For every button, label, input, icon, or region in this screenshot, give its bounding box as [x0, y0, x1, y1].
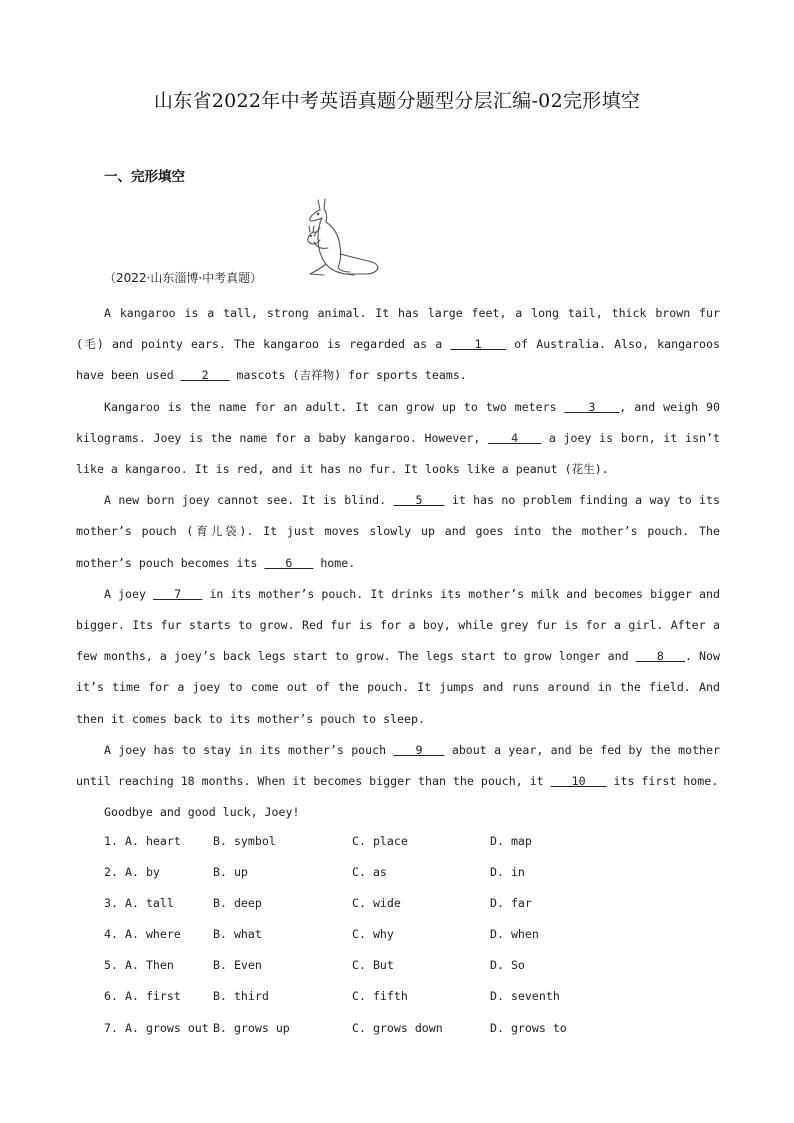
passage-paragraph — [76, 579, 720, 735]
option-b: B. Even — [213, 958, 262, 973]
option-b: B. what — [213, 927, 262, 942]
question-number: 6. — [104, 989, 118, 1004]
question-number: 7. — [104, 1020, 118, 1035]
option-a: A. first — [125, 989, 181, 1004]
option-row — [104, 983, 704, 1014]
passage-text: about a year, and be fed by the mother until reaching 18 months. When it becomes bigger than the pouch, it — [76, 742, 720, 789]
answer-blank: 7 — [153, 586, 203, 601]
passage-paragraph — [76, 485, 720, 579]
option-row — [104, 921, 704, 952]
question-source: （2022·山东淄博·中考真题） — [104, 271, 263, 285]
option-d: D. seventh — [490, 989, 560, 1004]
passage — [76, 298, 720, 828]
kangaroo-illustration — [296, 196, 382, 282]
question-number: 4. — [104, 927, 118, 942]
passage-text: home. — [313, 555, 356, 570]
passage-text: in its mother’s pouch. It drinks its mother’s milk and becomes bigger and bigger. Its fur starts to grow. Red fur is for a boy, while grey fur is for a girl. After a few months, a joey’s back legs start to grow. The legs start to grow longer and — [76, 586, 720, 664]
option-d: D. grows to — [490, 1020, 567, 1035]
passage-paragraph — [76, 392, 720, 486]
option-row — [104, 1015, 704, 1046]
answer-blank: 6 — [264, 555, 314, 570]
question-number: 1. — [104, 834, 118, 848]
option-b: B. deep — [213, 896, 262, 911]
option-row — [104, 952, 704, 983]
passage-text: of Australia. Also, kangaroos have been used — [76, 337, 720, 383]
option-c: C. fifth — [352, 989, 408, 1004]
option-b: B. symbol — [213, 834, 276, 848]
option-c: C. But — [352, 958, 394, 973]
option-row — [104, 859, 704, 890]
option-d: D. when — [490, 927, 539, 942]
page-title: 山东省2022年中考英语真题分题型分层汇编-02完形填空 — [153, 90, 641, 112]
passage-text: A joey — [104, 586, 154, 601]
option-row — [104, 828, 704, 859]
question-number: 3. — [104, 896, 118, 911]
passage-paragraph — [76, 298, 720, 392]
option-c: C. grows down — [352, 1020, 443, 1035]
answer-blank: 9 — [393, 742, 445, 757]
option-d: D. map — [490, 834, 532, 848]
passage-text: . Now it’s time for a joey to come out of the pouch. It jumps and runs around in the field. And then it comes back to its mother’s pouch to sleep. — [76, 649, 720, 726]
option-d: D. in — [490, 865, 525, 880]
option-a: A. grows out — [125, 1020, 209, 1035]
passage-text: Kangaroo is the name for an adult. It can grow up to two meters — [104, 399, 565, 414]
section-heading: 一、完形填空 — [104, 169, 185, 185]
option-c: C. place — [352, 834, 408, 848]
options-list — [104, 828, 704, 1046]
answer-blank: 2 — [180, 368, 230, 383]
passage-paragraph — [76, 735, 720, 797]
option-d: D. far — [490, 896, 532, 911]
passage-text: A joey has to stay in its mother’s pouch — [104, 742, 394, 757]
option-row — [104, 890, 704, 921]
option-a: A. by — [125, 865, 160, 880]
passage-text: it has no problem finding a way to its mother’s pouch (育儿袋). It just moves slowly up and goes into the mother’s pouch. The mother’s pouch becomes its — [76, 493, 720, 570]
passage-text: , and weigh 90 kilograms. Joey is the name for a baby kangaroo. However, — [76, 399, 720, 445]
answer-blank: 5 — [393, 493, 445, 508]
option-a: A. heart — [125, 834, 181, 848]
option-b: B. third — [213, 989, 269, 1004]
passage-text: its first home. — [606, 774, 719, 789]
question-number: 2. — [104, 865, 118, 880]
option-c: C. why — [352, 927, 394, 942]
answer-blank: 1 — [450, 337, 507, 352]
answer-blank: 10 — [550, 774, 607, 789]
answer-blank: 4 — [488, 430, 542, 445]
option-c: C. as — [352, 865, 387, 880]
option-a: A. tall — [125, 896, 174, 911]
answer-blank: 3 — [564, 399, 620, 414]
option-b: B. grows up — [213, 1020, 290, 1035]
passage-text: Goodbye and good luck, Joey! — [104, 805, 300, 820]
option-d: D. So — [490, 958, 525, 973]
passage-text: mascots (吉祥物) for sports teams. — [229, 368, 467, 383]
option-a: A. Then — [125, 958, 174, 973]
passage-paragraph — [76, 797, 720, 828]
option-b: B. up — [213, 865, 248, 880]
question-number: 5. — [104, 958, 118, 973]
option-a: A. where — [125, 927, 181, 942]
passage-text: a joey is born, it isn’t like a kangaroo. It is red, and it has no fur. It looks like a peanut (花生). — [76, 430, 720, 477]
answer-blank: 8 — [635, 649, 686, 664]
passage-text: A new born joey cannot see. It is blind. — [104, 493, 394, 508]
passage-text: A kangaroo is a tall, strong animal. It has large feet, a long tail, thick brown fur (毛) and pointy ears. The kangaroo is regarded as a — [76, 306, 720, 352]
option-c: C. wide — [352, 896, 401, 911]
